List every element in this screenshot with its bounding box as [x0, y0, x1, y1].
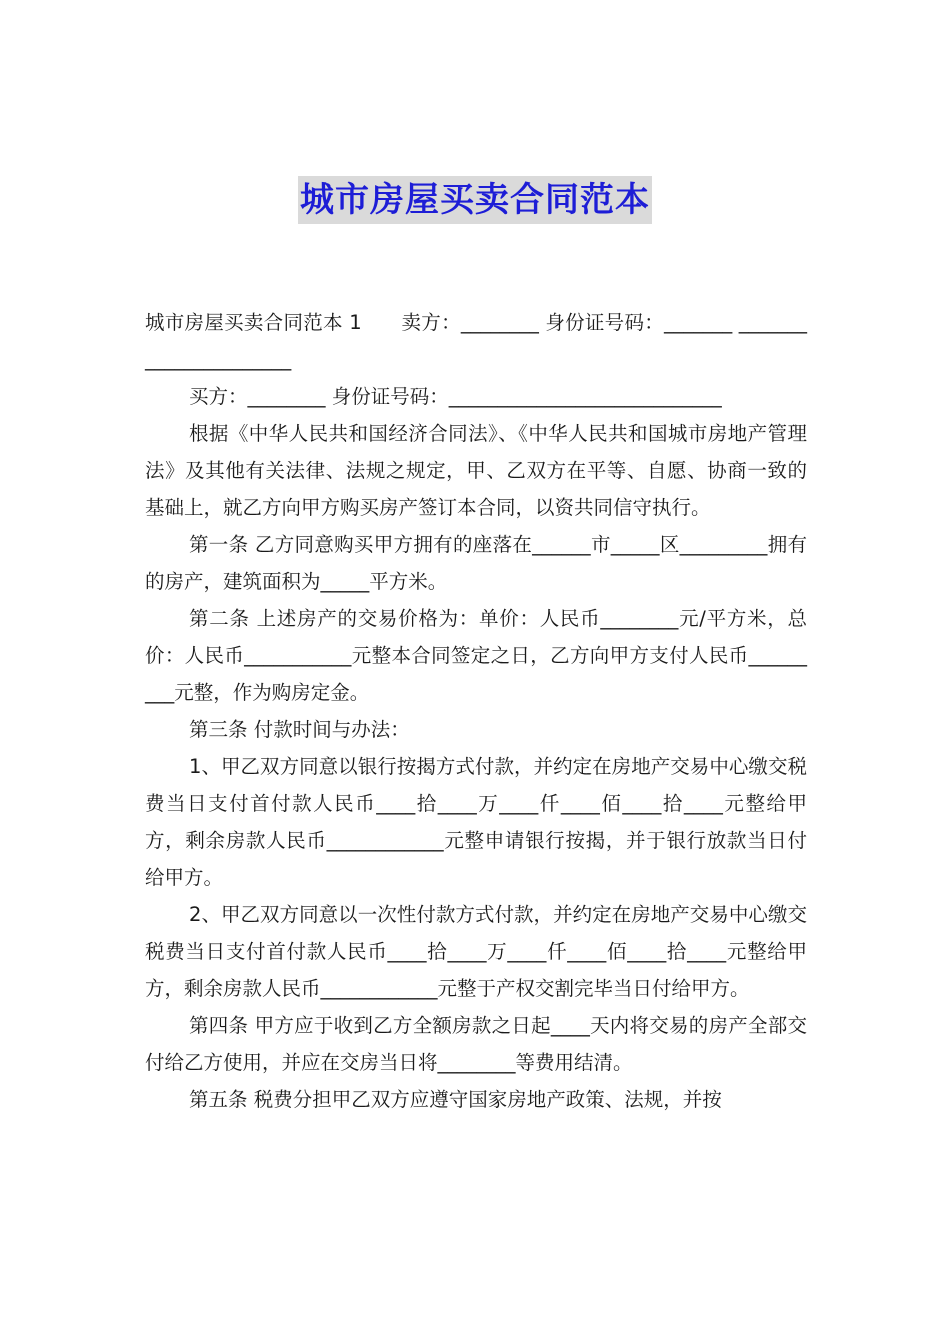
paragraph-header-seller: 城市房屋买卖合同范本 1 卖方：________ 身份证号码：_______ ______________________ — [145, 311, 807, 371]
document-body — [145, 304, 807, 1118]
document-title: 城市房屋买卖合同范本 — [298, 176, 652, 224]
paragraph-article-2: 第二条 上述房产的交易价格为：单价：人民币________元/平方米，总价：人民币___________元整本合同签定之日，乙方向甲方支付人民币_________元整，作为购房定金。 — [145, 607, 807, 704]
paragraph-preamble: 根据《中华人民共和国经济合同法》、《中华人民共和国城市房地产管理法》及其他有关法律、法规之规定，甲、乙双方在平等、自愿、协商一致的基础上，就乙方向甲方购买房产签订本合同，以资共同信守执行。 — [145, 422, 807, 519]
paragraph-buyer: 买方：________ 身份证号码：____________________________ — [189, 385, 722, 408]
paragraph-article-3-item-1: 1、甲乙双方同意以银行按揭方式付款，并约定在房地产交易中心缴交税费当日支付首付款人民币____拾____万____仟____佰____拾____元整给甲方，剩余房款人民币____________元整申请银行按揭，并于银行放款当日付给甲方。 — [145, 755, 807, 889]
paragraph-article-5: 第五条 税费分担甲乙双方应遵守国家房地产政策、法规，并按 — [189, 1088, 722, 1111]
paragraph-article-3-item-2: 2、甲乙双方同意以一次性付款方式付款，并约定在房地产交易中心缴交税费当日支付首付款人民币____拾____万____仟____佰____拾____元整给甲方，剩余房款人民币____________元整于产权交割完毕当日付给甲方。 — [145, 903, 807, 1000]
paragraph-article-1: 第一条 乙方同意购买甲方拥有的座落在______市_____区_________拥有的房产，建筑面积为_____平方米。 — [145, 533, 807, 593]
title-container — [0, 176, 950, 224]
paragraph-article-3: 第三条 付款时间与办法： — [189, 718, 410, 741]
paragraph-article-4: 第四条 甲方应于收到乙方全额房款之日起____天内将交易的房产全部交付给乙方使用，并应在交房当日将________等费用结清。 — [145, 1014, 807, 1074]
